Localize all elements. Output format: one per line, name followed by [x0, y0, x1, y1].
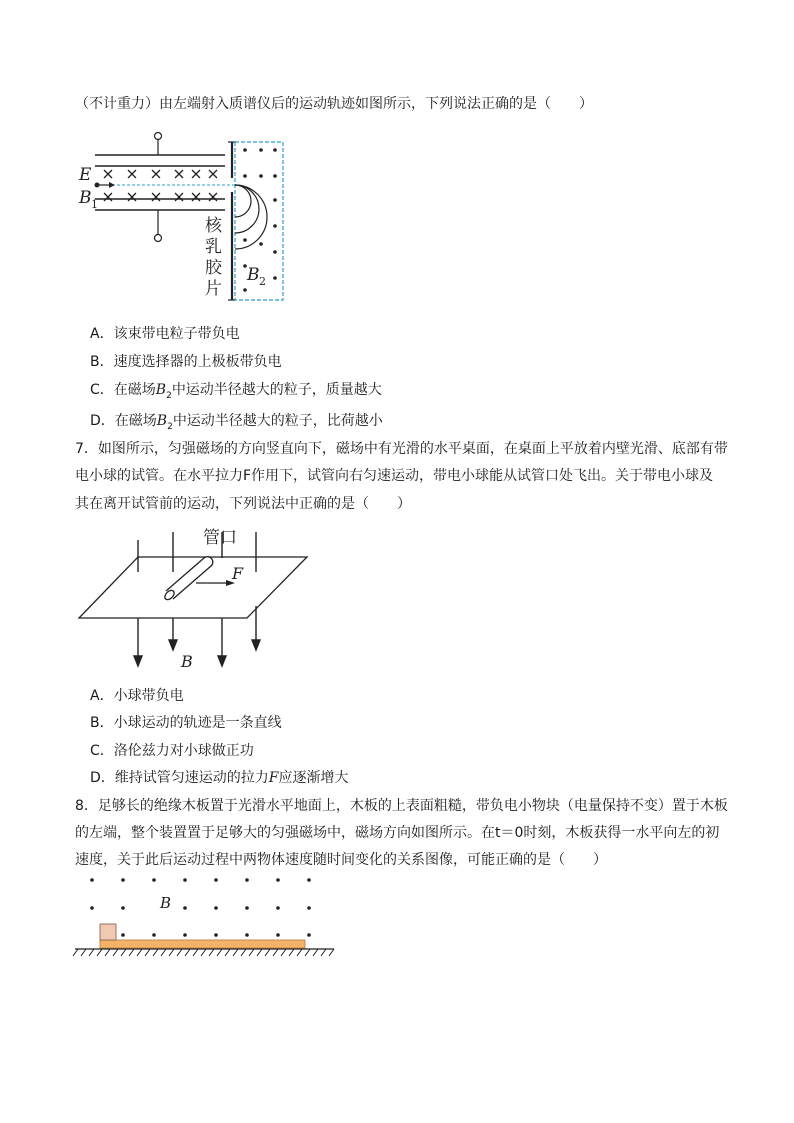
q6-stem: （不计重力）由左端射入质谱仪后的运动轨迹如图所示，下列说法正确的是（ ） — [75, 96, 593, 112]
q6-label-B1-sub: 1 — [91, 198, 98, 211]
q6-film-char-4: 片 — [205, 279, 222, 299]
q8-block — [100, 924, 116, 940]
q7-label-B: B — [181, 652, 193, 671]
q6-label-E: E — [79, 165, 92, 185]
q8-figure-board-block — [72, 870, 337, 965]
q7-stem-line-2: 电小球的试管。在水平拉力F作用下，试管向右匀速运动，带电小球能从试管口处飞出。关于带电小球及 — [75, 468, 714, 484]
q6-film-char-2: 乳 — [205, 237, 222, 257]
q7-label-tube-mouth: 管口 — [203, 528, 237, 548]
q7-option-d: D．维持试管匀速运动的拉力F应逐渐增大 — [90, 770, 349, 786]
q6-film-char-3: 胶 — [205, 258, 222, 278]
q6-label-B1: B — [79, 188, 92, 208]
q7-label-F: F — [232, 564, 244, 583]
q6-option-c: C．在磁场$B_2$中运动半径越大的粒子，质量越大 — [90, 382, 382, 401]
q7-option-b: B．小球运动的轨迹是一条直线 — [90, 715, 282, 731]
q8-label-B: B — [160, 894, 172, 912]
q6-film-char-1: 核 — [205, 216, 222, 236]
q6-figure-mass-spectrometer — [75, 128, 290, 308]
q6-option-b: B．速度选择器的上极板带负电 — [90, 354, 282, 370]
q7-option-c: C．洛伦兹力对小球做正功 — [90, 743, 254, 759]
q7-option-a: A．小球带负电 — [90, 688, 184, 704]
q6-label-B2-sub: 2 — [259, 275, 266, 288]
q6-option-a: A．该束带电粒子带负电 — [90, 326, 240, 342]
q8-board — [100, 940, 305, 948]
q6-label-B2: B — [247, 265, 260, 285]
q8-stem-line-1: 8．足够长的绝缘木板置于光滑水平地面上，木板的上表面粗糙，带负电小物块（电量保持不变）置于木板 — [75, 798, 728, 814]
q8-stem-line-3: 速度，关于此后运动过程中两物体速度随时间变化的关系图像，可能正确的是（ ） — [75, 852, 607, 868]
q7-stem-line-1: 7．如图所示，匀强磁场的方向竖直向下，磁场中有光滑的水平桌面，在桌面上平放着内壁光滑、底部有带 — [75, 441, 728, 457]
q7-figure-tube-on-table — [75, 520, 315, 675]
q7-stem-line-3: 其在离开试管前的运动，下列说法中正确的是（ ） — [75, 496, 411, 512]
q8-stem-line-2: 的左端，整个装置置于足够大的匀强磁场中，磁场方向如图所示。在t＝0时刻，木板获得一水平向左的初 — [75, 825, 720, 841]
q6-option-d: D．在磁场$B_2$中运动半径越大的粒子，比荷越小 — [90, 413, 383, 432]
